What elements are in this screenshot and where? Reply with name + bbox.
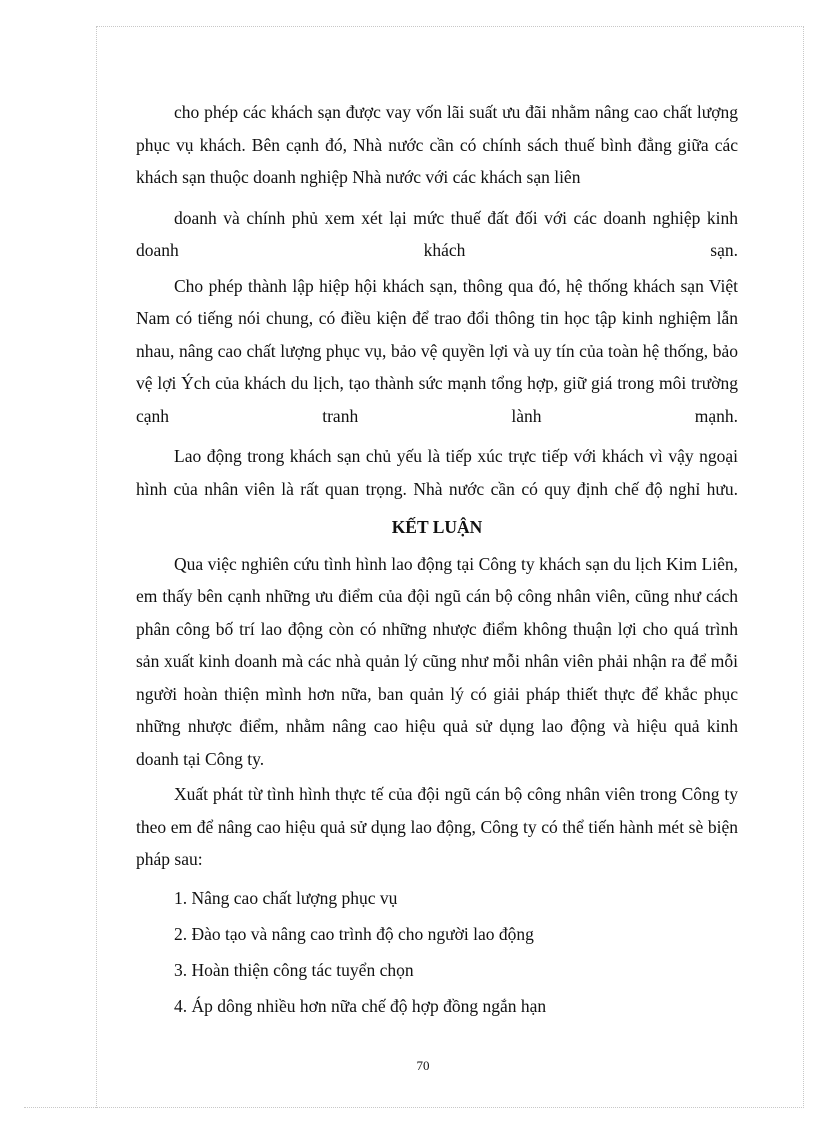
paragraph-land-tax: doanh và chính phủ xem xét lại mức thuế đất đối với các doanh nghiệp kinh doanh khách sạn. (136, 207, 738, 260)
page-number: 70 (416, 1058, 430, 1073)
paragraph-proposed-measures: Xuất phát từ tình hình thực tế của đội ngũ cán bộ công nhân viên trong Công ty theo em để nâng cao hiệu quả sử dụng lao động, Công ty có thể tiến hành mét sè biện pháp sau: (136, 784, 738, 869)
paragraph-loan-policy: cho phép các khách sạn được vay vốn lãi suất ưu đãi nhằm nâng cao chất lượng phục vụ khách. Bên cạnh đó, Nhà nước cần có chính sách thuế bình đẳng giữa các khách sạn thuộc doanh nghiệp Nhà nước với các khách sạn liên (136, 102, 738, 187)
section-heading-conclusion: KẾT LUẬN (391, 517, 483, 537)
list-item-recruitment: 3. Hoàn thiện công tác tuyển chọn (174, 959, 414, 980)
paragraph-staff-appearance: Lao động trong khách sạn chủ yếu là tiếp xúc trực tiếp với khách vì vậy ngoại hình của nhân viên là rất quan trọng. Nhà nước cần có quy định chế độ nghỉ hưu. (136, 446, 738, 499)
paragraph-hotel-association: Cho phép thành lập hiệp hội khách sạn, thông qua đó, hệ thống khách sạn Việt Nam có tiếng nói chung, có điều kiện để trao đổi thông tin học tập kinh nghiệm lẫn nhau, nâng cao chất lượng phục vụ, bảo vệ quyền lợi và uy tín của toàn hệ thống, bảo vệ lợi Ých của khách du lịch, tạo thành sức mạnh tổng hợp, giữ giá trong môi trường cạnh tranh lành mạnh. (136, 275, 738, 426)
document-body (136, 96, 738, 1024)
page-bottom-rule (24, 1107, 804, 1108)
list-item-training: 2. Đào tạo và nâng cao trình độ cho người lao động (174, 923, 534, 944)
list-item-service-quality: 1. Nâng cao chất lượng phục vụ (174, 887, 398, 908)
paragraph-conclusion-summary: Qua việc nghiên cứu tình hình lao động tại Công ty khách sạn du lịch Kim Liên, em thấy bên cạnh những ưu điểm của đội ngũ cán bộ công nhân viên, cũng như cách phân công bố trí lao động còn có những nhược điểm không thuận lợi cho quá trình sản xuất kinh doanh mà các nhà quản lý cũng như mỗi nhân viên phải nhận ra để mỗi người hoàn thiện mình hơn nữa, ban quản lý có giải pháp thiết thực để khắc phục những nhược điểm, nhằm nâng cao hiệu quả sử dụng lao động và hiệu quả kinh doanh tại Công ty. (136, 553, 738, 769)
list-item-short-contracts: 4. Áp dông nhiều hơn nữa chế độ hợp đồng ngắn hạn (174, 995, 547, 1016)
